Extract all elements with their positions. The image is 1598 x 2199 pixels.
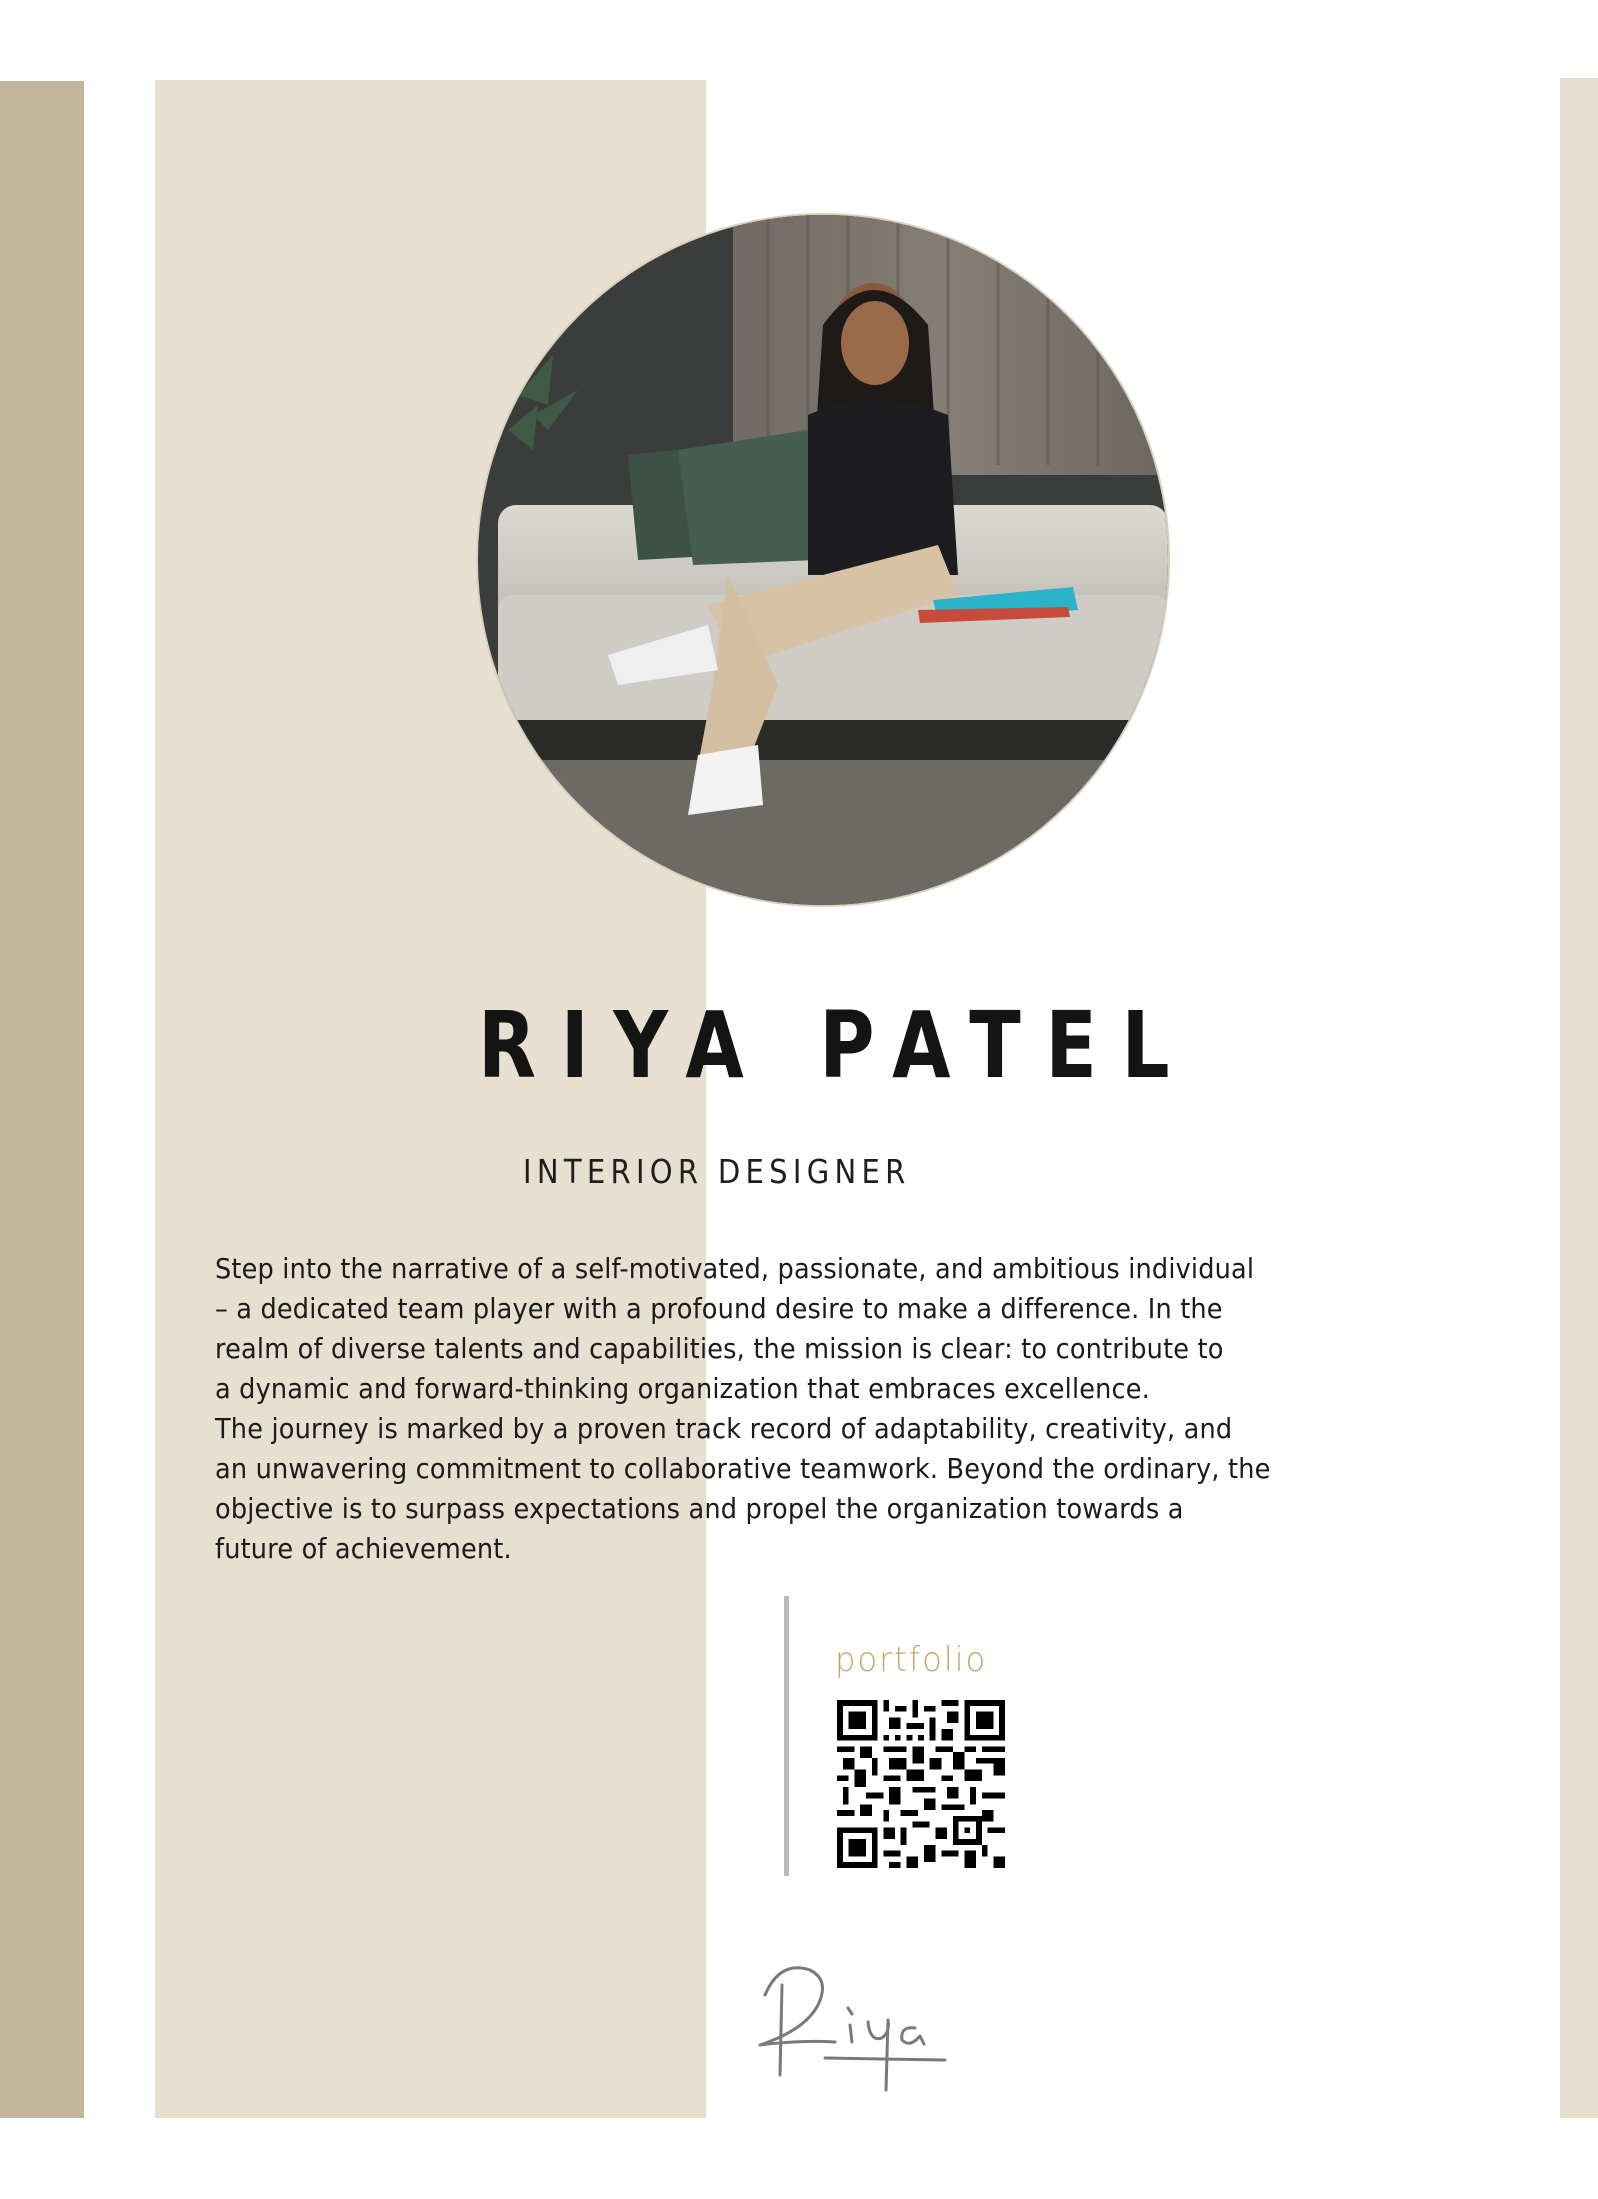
qr-code-icon [837,1700,1005,1868]
job-title: INTERIOR DESIGNER [523,1152,911,1191]
portfolio-qr-code[interactable] [837,1700,1005,1868]
bio-line: Step into the narrative of a self-motivated, passionate, and ambitious individual [215,1253,1255,1285]
bio-line: objective is to surpass expectations and propel the organization towards a [215,1493,1184,1525]
bio-line: The journey is marked by a proven track record of adaptability, creativity, and [215,1413,1233,1445]
portrait-photo-icon [478,215,1168,905]
left-accent-strip [0,81,84,2118]
bio-line: an unwavering commitment to collaborative teamwork. Beyond the ordinary, the [215,1453,1271,1485]
vertical-divider [784,1596,789,1876]
person-name-heading: RIYA PATEL [478,992,1195,1099]
portfolio-label: portfolio [835,1640,988,1680]
profile-photo [478,215,1168,905]
bio-line: future of achievement. [215,1533,512,1565]
bio-line: a dynamic and forward-thinking organization that embraces excellence. [215,1373,1151,1405]
signature [740,1950,960,2110]
bio-line: realm of diverse talents and capabilities, the mission is clear: to contribute to [215,1333,1224,1365]
right-accent-strip [1560,78,1598,2118]
signature-riya-icon [740,1950,960,2110]
bio-paragraph [215,1249,1378,1569]
bio-line: – a dedicated team player with a profound desire to make a difference. In the [215,1293,1223,1325]
